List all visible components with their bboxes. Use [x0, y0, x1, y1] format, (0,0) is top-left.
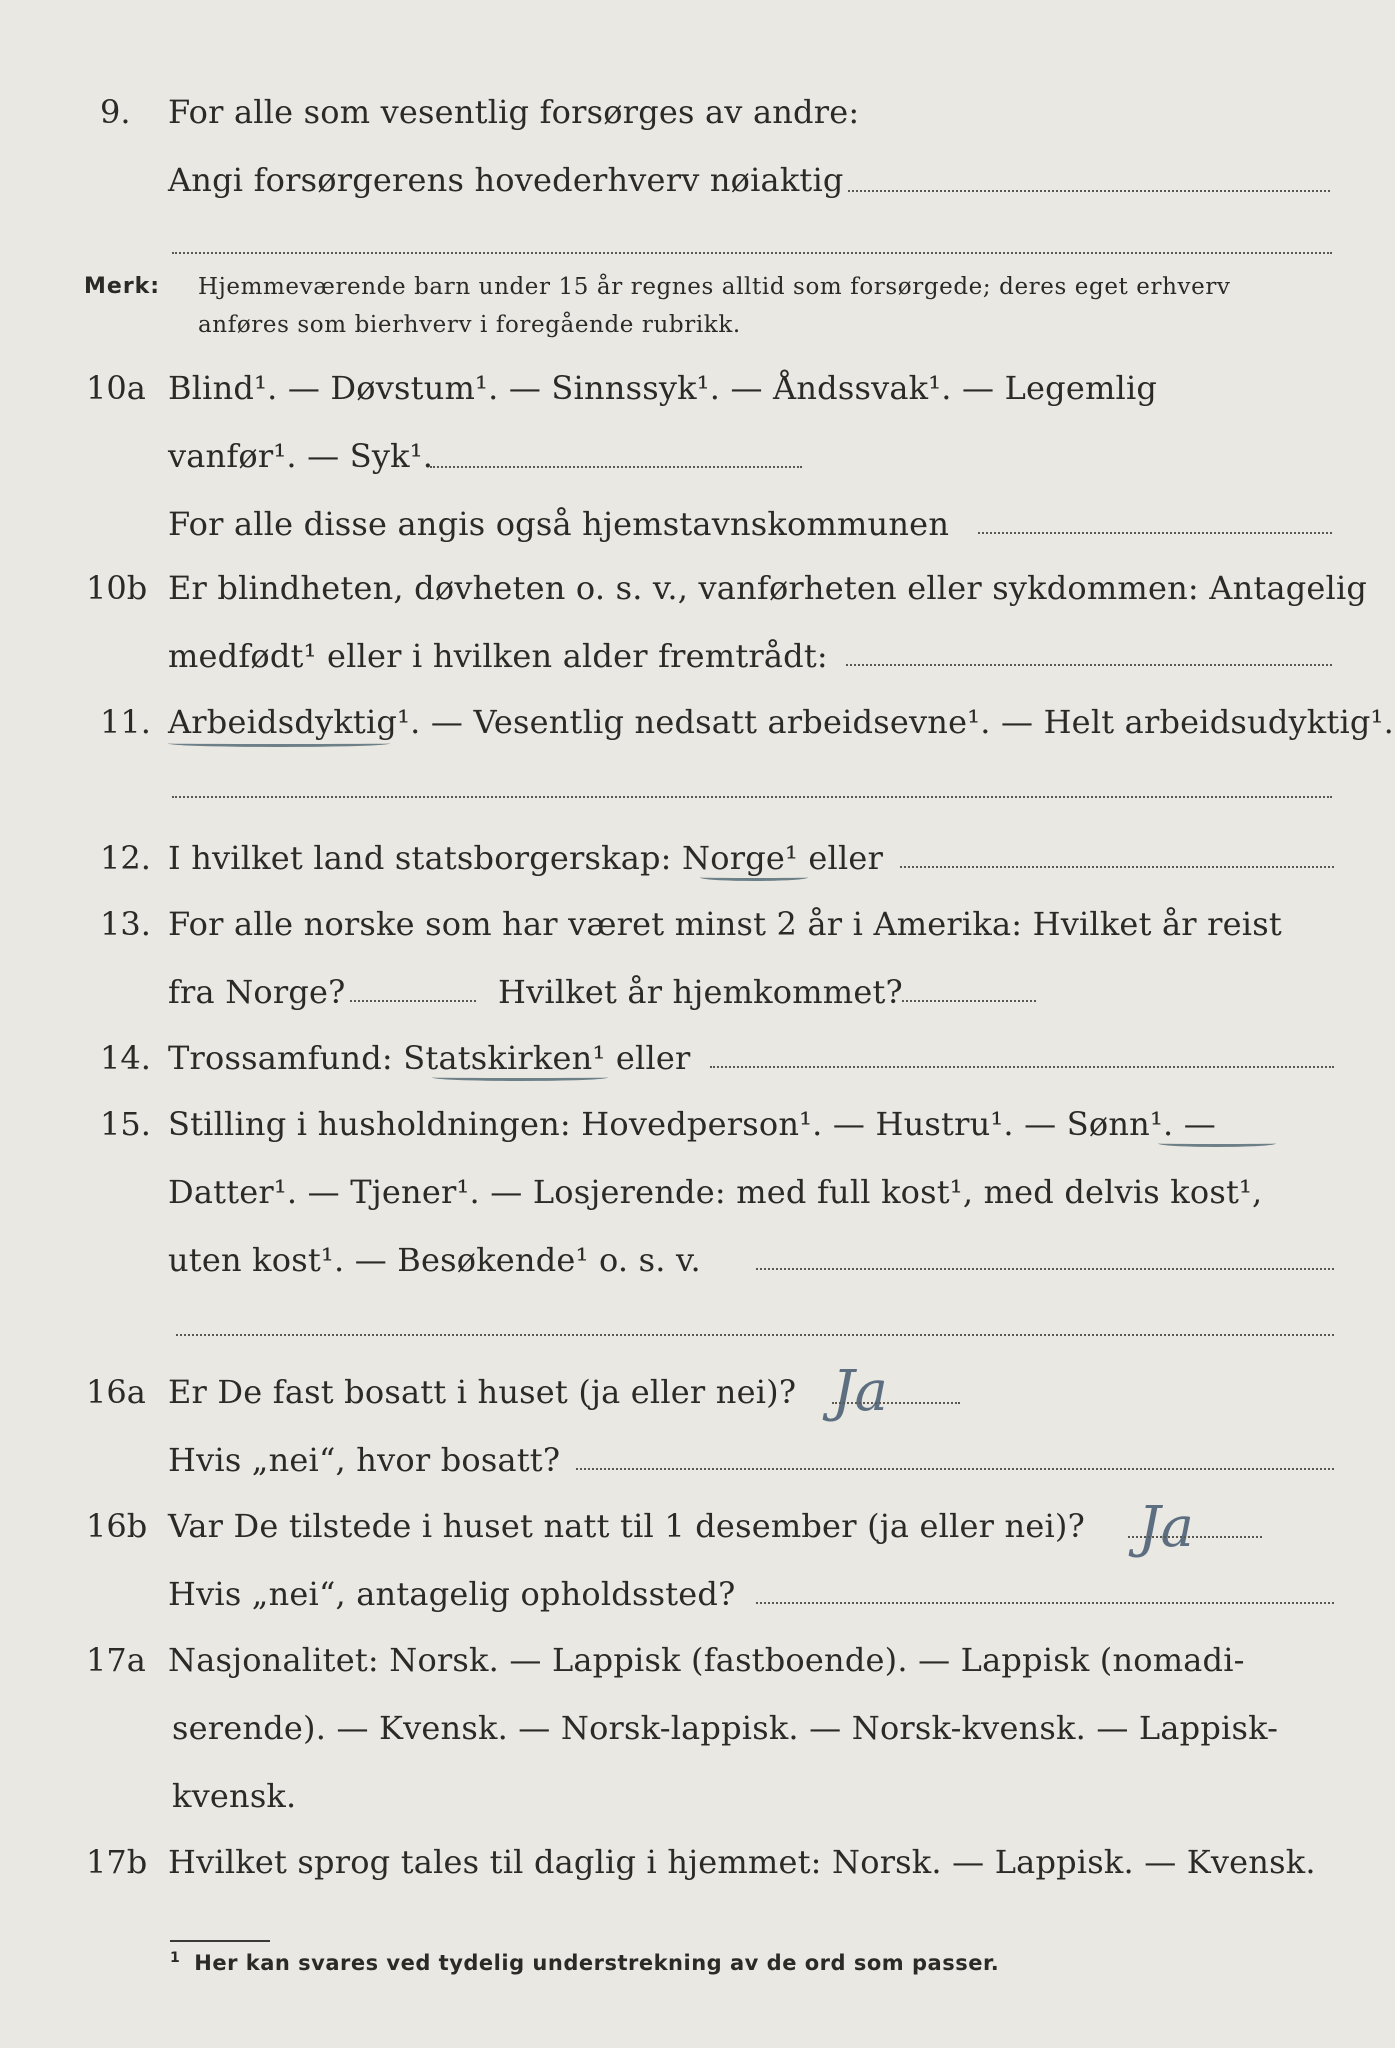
q16a-text-line2: Hvis „nei“, hvor bosatt? [168, 1441, 561, 1479]
q10a-text-line1: Blind¹. — Døvstum¹. — Sinnssyk¹. — Åndssvak¹. — Legemlig [168, 369, 1158, 407]
item-number-17b: 17b [86, 1843, 148, 1881]
item-number-15: 15. [100, 1105, 151, 1143]
q17b-text-line1: Hvilket sprog tales til daglig i hjemmet: Norsk. — Lappisk. — Kvensk. [168, 1843, 1316, 1881]
q16a-answer-field[interactable] [832, 1402, 960, 1404]
footnote-mark: 1 [170, 1950, 181, 1966]
q11-answer-field[interactable] [172, 796, 1332, 798]
q17a-text-line3: kvensk. [172, 1777, 297, 1815]
item-number-9: 9. [100, 93, 131, 131]
q14-text-line1: Trossamfund: Statskirken¹ eller [168, 1039, 691, 1077]
q12-answer-field[interactable] [900, 866, 1334, 868]
q11-text-line1: Arbeidsdyktig¹. — Vesentlig nedsatt arbeidsevne¹. — Helt arbeidsudyktig¹. [168, 703, 1394, 741]
item-number-11: 11. [100, 703, 151, 741]
q16b-answer-field[interactable] [1128, 1536, 1262, 1538]
q13-text-line2b: Hvilket år hjemkommet? [498, 973, 903, 1011]
q9-answer-field-2[interactable] [172, 252, 1332, 254]
q13-year-return-field[interactable] [902, 1000, 1036, 1002]
item-number-10b: 10b [86, 569, 148, 607]
q17a-text-line1: Nasjonalitet: Norsk. — Lappisk (fastboende). — Lappisk (nomadi- [168, 1641, 1245, 1679]
item-number-17a: 17a [86, 1641, 146, 1679]
footnote [170, 1950, 999, 1975]
q10b-text-line2: medfødt¹ eller i hvilken alder fremtrådt: [168, 637, 828, 675]
q10b-text-line1: Er blindheten, døvheten o. s. v., vanførheten eller sykdommen: Antagelig [168, 569, 1368, 607]
item-number-10a: 10a [86, 369, 146, 407]
q11-pen-underline [168, 740, 390, 747]
q15-text-line1: Stilling i husholdningen: Hovedperson¹. — Hustru¹. — Sønn¹. — [168, 1105, 1216, 1143]
q16b-text-line2: Hvis „nei“, antagelig opholdssted? [168, 1575, 736, 1613]
q15-text-line3: uten kost¹. — Besøkende¹ o. s. v. [168, 1241, 701, 1279]
item-number-12: 12. [100, 839, 151, 877]
q10a-home-field[interactable] [978, 532, 1332, 534]
item-number-16b: 16b [86, 1507, 148, 1545]
q10a-answer-field[interactable] [430, 466, 802, 468]
q15-answer-field[interactable] [756, 1268, 1334, 1270]
merk-text-line1: Hjemmeværende barn under 15 år regnes alltid som forsørgede; deres eget erhverv [198, 274, 1231, 300]
q16a-handwritten-answer: Ja [832, 1359, 888, 1424]
q10a-text-line3: For alle disse angis også hjemstavnskommunen [168, 505, 950, 543]
item-number-16a: 16a [86, 1373, 146, 1411]
q15-pen-underline [1158, 1140, 1276, 1147]
q15-text-line2: Datter¹. — Tjener¹. — Losjerende: med full kost¹, med delvis kost¹, [168, 1173, 1263, 1211]
q17a-text-line2: serende). — Kvensk. — Norsk-lappisk. — Norsk-kvensk. — Lappisk- [172, 1709, 1279, 1747]
q14-answer-field[interactable] [710, 1066, 1334, 1068]
q16a-residence-field[interactable] [576, 1468, 1334, 1470]
q10a-text-line2: vanfør¹. — Syk¹. [168, 437, 434, 475]
q9-text-line1: For alle som vesentlig forsørges av andre: [168, 93, 860, 131]
item-number-14: 14. [100, 1039, 151, 1077]
footnote-text: Her kan svares ved tydelig understrekning av de ord som passer. [194, 1951, 1000, 1975]
q9-text-line2: Angi forsørgerens hovederhverv nøiaktig [168, 161, 844, 199]
q13-text-line2a: fra Norge? [168, 973, 346, 1011]
q15-answer-field-2[interactable] [176, 1334, 1334, 1336]
merk-text-line2: anføres som bierhverv i foregående rubrikk. [198, 312, 741, 338]
merk-label: Merk: [84, 274, 161, 299]
q9-answer-field[interactable] [848, 190, 1330, 192]
q16b-text-line1: Var De tilstede i huset natt til 1 desember (ja eller nei)? [168, 1507, 1085, 1545]
q10b-answer-field[interactable] [846, 664, 1332, 666]
q12-text-line1: I hvilket land statsborgerskap: Norge¹ eller [168, 839, 884, 877]
q16b-handwritten-answer: Ja [1138, 1495, 1194, 1560]
q12-pen-underline [700, 874, 808, 881]
q13-text-line1: For alle norske som har været minst 2 år i Amerika: Hvilket år reist [168, 905, 1282, 943]
q13-year-left-field[interactable] [350, 1000, 476, 1002]
item-number-13: 13. [100, 905, 151, 943]
q16a-text-line1: Er De fast bosatt i huset (ja eller nei)? [168, 1373, 797, 1411]
footnote-rule [170, 1940, 270, 1942]
q16b-location-field[interactable] [756, 1602, 1334, 1604]
q14-pen-underline [432, 1074, 608, 1081]
